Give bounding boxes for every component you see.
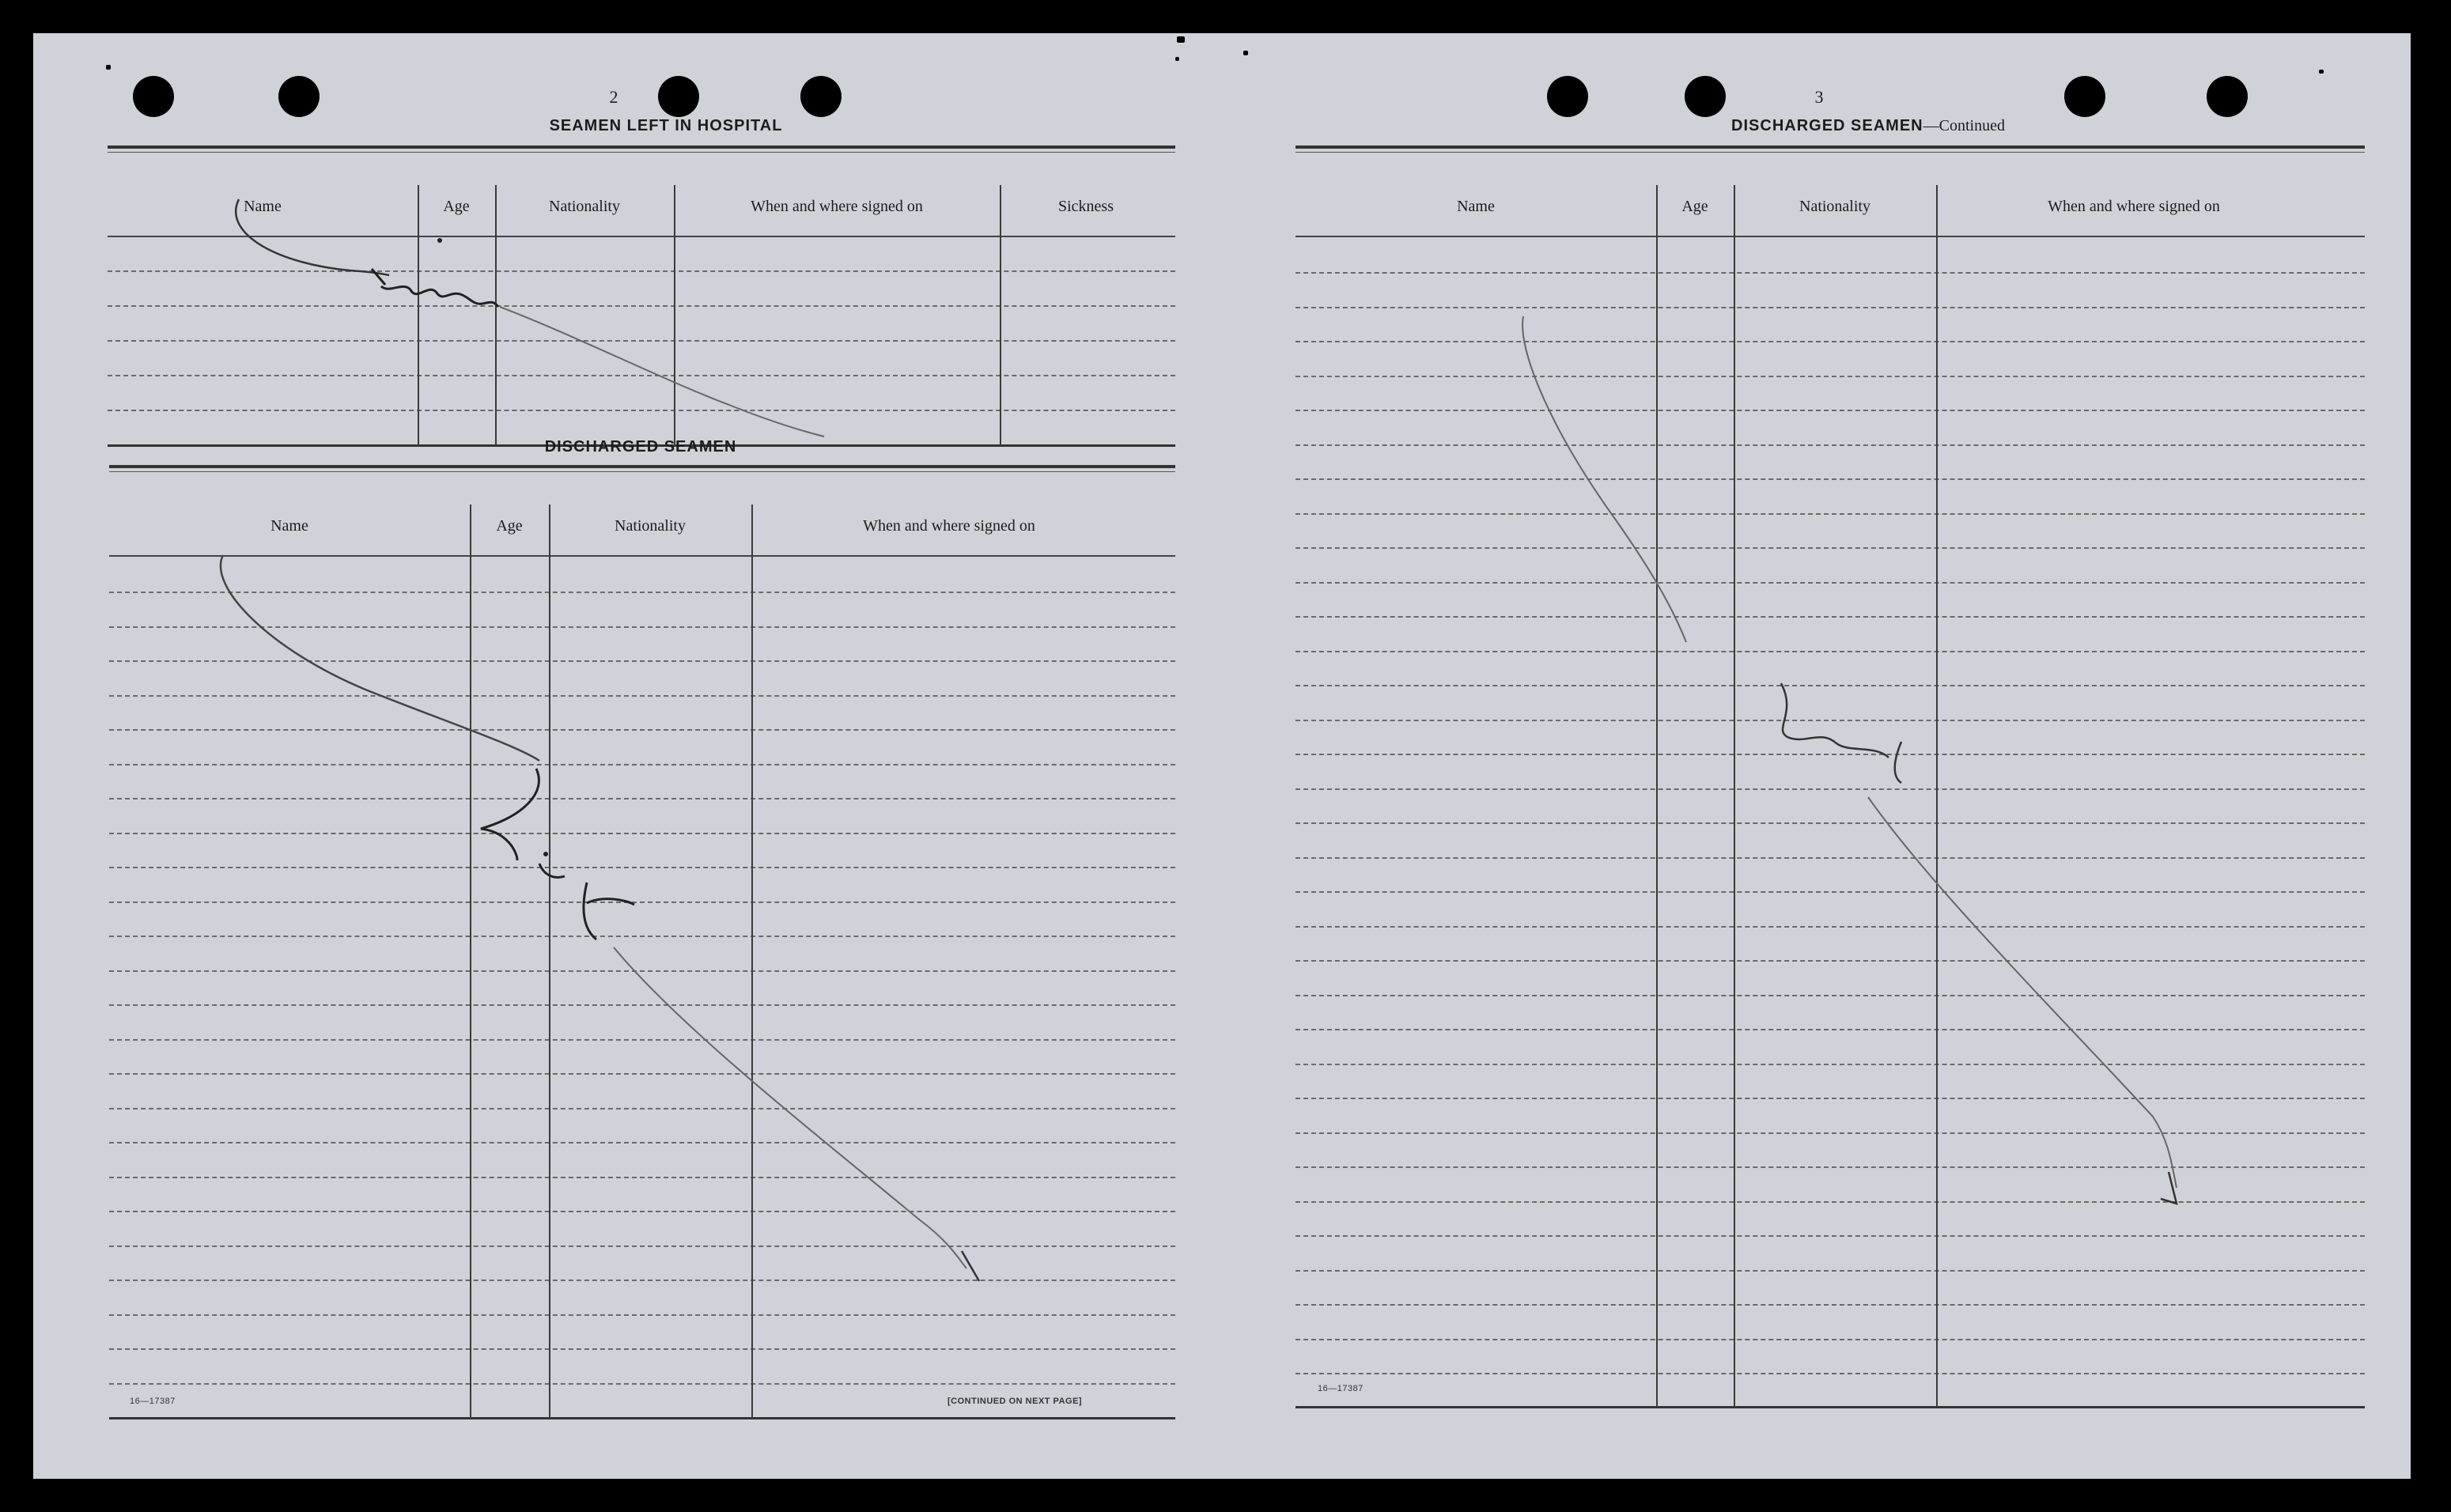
column-header-name: Name — [270, 517, 308, 535]
row-rule — [1295, 685, 2365, 686]
column-divider — [751, 505, 753, 1419]
row-rule — [1295, 272, 2365, 274]
punch-hole — [133, 76, 174, 117]
punch-hole — [1685, 76, 1726, 117]
row-rule — [1295, 1029, 2365, 1030]
discharged-table-left — [109, 465, 1175, 1431]
row-rule — [108, 375, 1175, 376]
ink-speck — [1175, 57, 1179, 61]
table-top-rule — [1295, 146, 2365, 149]
row-rule — [1295, 513, 2365, 515]
table-top-rule — [1295, 152, 2365, 153]
row-rule — [109, 626, 1175, 628]
row-rule — [1295, 1304, 2365, 1306]
column-header-nationality: Nationality — [549, 198, 620, 215]
row-rule — [1295, 1373, 2365, 1374]
punch-hole — [800, 76, 842, 117]
row-rule — [1295, 478, 2365, 480]
row-rule — [109, 1073, 1175, 1075]
column-divider — [1656, 185, 1658, 1408]
row-rule — [1295, 582, 2365, 584]
row-rule — [109, 798, 1175, 799]
row-rule — [1295, 616, 2365, 618]
row-rule — [109, 1246, 1175, 1247]
page-number: 2 — [609, 87, 618, 107]
column-header-signed-on: When and where signed on — [751, 198, 923, 215]
row-rule — [1295, 960, 2365, 962]
ink-speck — [106, 65, 111, 70]
row-rule — [108, 410, 1175, 411]
row-rule — [1295, 1166, 2365, 1168]
row-rule — [108, 270, 1175, 272]
document-sheet — [33, 33, 2411, 1479]
row-rule — [1295, 444, 2365, 446]
column-divider — [1000, 185, 1001, 446]
row-rule — [1295, 995, 2365, 996]
hospital-title: SEAMEN LEFT IN HOSPITAL — [549, 117, 783, 134]
table-bottom-rule — [1295, 1406, 2365, 1408]
hospital-table — [108, 146, 1175, 451]
row-rule — [109, 1004, 1175, 1006]
header-rule — [1295, 236, 2365, 237]
form-number: 16—17387 — [130, 1397, 176, 1406]
row-rule — [1295, 410, 2365, 411]
column-header-nationality: Nationality — [1799, 198, 1870, 215]
column-divider — [470, 505, 471, 1419]
row-rule — [109, 867, 1175, 868]
column-divider — [1936, 185, 1938, 1408]
row-rule — [109, 764, 1175, 765]
column-header-sickness: Sickness — [1058, 198, 1114, 215]
discharged-title: DISCHARGED SEAMEN — [544, 438, 737, 455]
row-rule — [109, 833, 1175, 834]
column-header-age: Age — [443, 198, 470, 215]
row-rule — [1295, 1132, 2365, 1134]
row-rule — [108, 340, 1175, 342]
row-rule — [109, 970, 1175, 972]
row-rule — [109, 1314, 1175, 1316]
table-top-rule — [108, 152, 1175, 153]
row-rule — [1295, 376, 2365, 377]
page-number: 3 — [1814, 87, 1824, 107]
row-rule — [1295, 1339, 2365, 1340]
row-rule — [1295, 1098, 2365, 1099]
column-header-name: Name — [244, 198, 282, 215]
column-divider — [549, 505, 550, 1419]
row-rule — [1295, 754, 2365, 755]
row-rule — [1295, 857, 2365, 859]
row-rule — [1295, 1201, 2365, 1203]
row-rule — [109, 1280, 1175, 1281]
row-rule — [109, 1039, 1175, 1041]
row-rule — [1295, 651, 2365, 652]
header-rule — [109, 555, 1175, 557]
ink-speck — [1243, 51, 1248, 55]
form-number: 16—17387 — [1318, 1384, 1364, 1393]
row-rule — [1295, 307, 2365, 308]
column-header-signed-on: When and where signed on — [2048, 198, 2220, 215]
row-rule — [109, 695, 1175, 697]
row-rule — [1295, 891, 2365, 893]
column-header-name: Name — [1457, 198, 1495, 215]
row-rule — [109, 1383, 1175, 1385]
punch-hole — [1547, 76, 1588, 117]
header-rule — [108, 236, 1175, 237]
column-header-signed-on: When and where signed on — [863, 517, 1035, 535]
ink-speck — [1177, 36, 1185, 43]
discharged-table-right — [1295, 146, 2365, 1420]
discharged-continued-title — [1552, 117, 2184, 135]
row-rule — [109, 1108, 1175, 1109]
row-rule — [1295, 788, 2365, 790]
punch-hole — [2207, 76, 2248, 117]
row-rule — [109, 1177, 1175, 1178]
column-divider — [674, 185, 675, 446]
row-rule — [1295, 720, 2365, 721]
ink-speck — [2319, 70, 2324, 74]
row-rule — [1295, 341, 2365, 342]
table-top-rule — [108, 146, 1175, 149]
row-rule — [109, 936, 1175, 937]
row-rule — [1295, 1270, 2365, 1272]
row-rule — [109, 1211, 1175, 1212]
row-rule — [1295, 822, 2365, 824]
row-rule — [1295, 1064, 2365, 1065]
title-main: DISCHARGED SEAMEN — [1731, 117, 1923, 134]
row-rule — [108, 305, 1175, 307]
row-rule — [109, 902, 1175, 903]
table-top-rule — [109, 465, 1175, 468]
column-header-age: Age — [1681, 198, 1708, 215]
row-rule — [109, 1348, 1175, 1350]
row-rule — [1295, 926, 2365, 928]
title-suffix: —Continued — [1923, 117, 2005, 134]
continued-note: [CONTINUED ON NEXT PAGE] — [947, 1397, 1083, 1406]
punch-hole — [2064, 76, 2105, 117]
row-rule — [109, 729, 1175, 731]
column-divider — [418, 185, 419, 446]
punch-hole — [278, 76, 320, 117]
row-rule — [109, 660, 1175, 662]
table-bottom-rule — [109, 1417, 1175, 1419]
column-header-age: Age — [496, 517, 523, 535]
punch-hole — [658, 76, 699, 117]
row-rule — [109, 1142, 1175, 1143]
row-rule — [109, 592, 1175, 593]
column-header-nationality: Nationality — [615, 517, 686, 535]
row-rule — [1295, 547, 2365, 549]
column-divider — [495, 185, 497, 446]
table-top-rule — [109, 471, 1175, 472]
row-rule — [1295, 1235, 2365, 1237]
column-divider — [1734, 185, 1735, 1408]
